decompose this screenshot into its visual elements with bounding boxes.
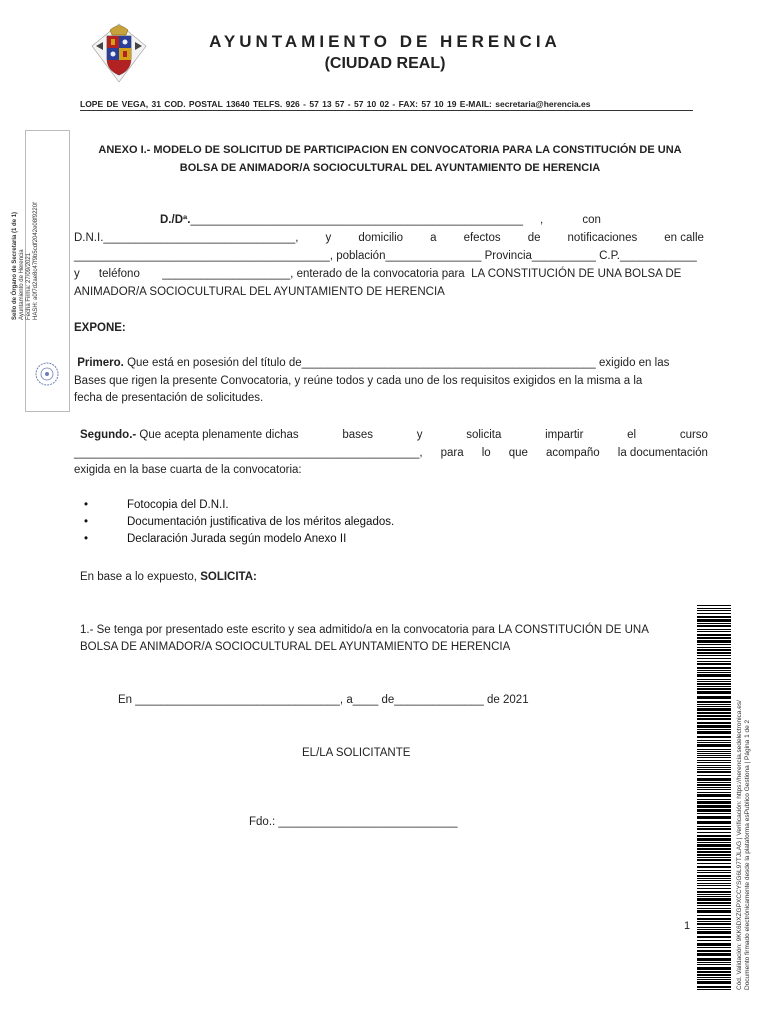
list-item-text: Fotocopia del D.N.I. [127, 499, 229, 511]
barcode-bar [697, 940, 731, 941]
dni-word: de [527, 232, 541, 244]
course-blank: ______________________________________________________, [74, 447, 423, 459]
barcode-bar [697, 878, 731, 879]
segundo-line1 [80, 426, 708, 444]
request-intro [80, 568, 257, 586]
barcode-bar [697, 832, 731, 833]
primero-text: Que está en posesión del título de______________________________________________ exigido en las [127, 357, 670, 369]
barcode-bar [697, 608, 731, 609]
barcode-bar [697, 701, 731, 703]
place-date-line: En ________________________________, a____ de______________ de 2021 [118, 694, 529, 706]
segundo-word: curso [679, 429, 708, 441]
provincia-blank: __________ [531, 250, 596, 262]
barcode-bar [697, 640, 731, 643]
barcode-bar [697, 794, 731, 797]
dni-blank: ______________________________, [103, 232, 299, 244]
barcode-bar [697, 634, 731, 636]
list-item [80, 514, 580, 531]
barcode-bar [697, 859, 731, 861]
dni-word: y [325, 232, 332, 244]
segundo-word: para [440, 447, 464, 459]
verification-barcode [697, 605, 731, 990]
barcode-bar [697, 962, 731, 963]
barcode-bar [697, 898, 731, 901]
cp-label: C.P. [599, 250, 620, 262]
segundo-word: bases [342, 429, 374, 441]
barcode-bar [697, 605, 731, 606]
phone-line [74, 265, 714, 283]
barcode-bar [697, 931, 731, 934]
barcode-bar [697, 683, 731, 685]
barcode-bar [697, 974, 731, 976]
seal-line: Fecha Firma: 27/09/2021 [26, 252, 32, 320]
barcode-bar [697, 905, 731, 906]
barcode-bar [697, 894, 731, 895]
barcode-bar [697, 789, 731, 790]
barcode-bar [697, 718, 731, 720]
request-item-line2: BOLSA DE ANIMADOR/A SOCIOCULTURAL DEL AYUNTAMIENTO DE HERENCIA [80, 641, 511, 653]
barcode-bar [697, 805, 731, 808]
barcode-bar [697, 782, 731, 783]
barcode-bar [697, 863, 731, 864]
dni-word: a [430, 232, 437, 244]
barcode-bar [697, 910, 731, 913]
barcode-bar [697, 921, 731, 922]
barcode-bar [697, 731, 731, 734]
barcode-bar [697, 755, 731, 756]
barcode-bar [697, 644, 731, 645]
barcode-bar [697, 649, 731, 651]
list-item-text: Declaración Jurada según modelo Anexo II [127, 533, 347, 545]
barcode-bar [697, 927, 731, 928]
barcode-bar [697, 686, 731, 687]
request-item-line1: 1.- Se tenga por presentado este escrito y sea admitido/a en la convocatoria para LA CONSTITUCIÓN DE UNA [80, 624, 649, 636]
barcode-bar [697, 729, 731, 730]
request-intro-text: En base a lo expuesto, [80, 571, 197, 583]
municipality-title: AYUNTAMIENTO DE HERENCIA [209, 32, 561, 51]
dni-word: en calle [664, 232, 704, 244]
verification-text [736, 700, 752, 990]
barcode-bar [697, 655, 731, 656]
primero-label: Primero. [77, 357, 124, 369]
con-text: , con [540, 214, 601, 226]
barcode-bar [697, 821, 731, 824]
barcode-bar [697, 885, 731, 886]
seal-line: Ayuntamiento de Herencia [19, 249, 25, 320]
barcode-bar [697, 760, 731, 761]
barcode-bar [697, 658, 731, 659]
phone-blank: ____________________, [162, 268, 294, 280]
seal-line: Sello de Órgano de Secretaría (1 de 1) [12, 211, 18, 320]
segundo-word: que [508, 447, 528, 459]
applicant-last-line: ANIMADOR/A SOCIOCULTURAL DEL AYUNTAMIENTO DE HERENCIA [74, 286, 445, 298]
address-line [74, 247, 704, 265]
barcode-bar [697, 742, 731, 743]
barcode-bar [697, 637, 731, 639]
annex-title: ANEXO I.- MODELO DE SOLICITUD DE PARTICIPACION EN CONVOCATORIA PARA LA CONSTITUCIÓN DE UNA BOLSA DE ANIMADOR/A SOCIOCULTURAL DEL AYUNTAMIENTO DE HERENCIA [98, 144, 682, 174]
bullet: • [84, 516, 89, 528]
barcode-bar [697, 670, 731, 671]
list-item [80, 497, 580, 514]
segundo-line3: exigida en la base cuarta de la convocatoria: [74, 464, 302, 476]
barcode-bar [697, 778, 731, 781]
segundo-word: impartir [545, 429, 584, 441]
barcode-bar [697, 848, 731, 850]
documents-list [80, 497, 580, 548]
barcode-bar [697, 828, 731, 830]
barcode-bar [697, 652, 731, 654]
name-label: D./Dª. [160, 214, 191, 226]
barcode-bar [697, 888, 731, 889]
contact-info: LOPE DE VEGA, 31 COD. POSTAL 13640 TELFS. 926 - 57 13 57 - 57 10 02 - FAX: 57 10 19 E-MAIL: secretaria@herencia.es [80, 99, 591, 109]
barcode-bar [697, 704, 731, 705]
barcode-bar [697, 971, 731, 973]
barcode-bar [697, 838, 731, 841]
barcode-bar [697, 751, 731, 752]
barcode-bar [697, 896, 731, 897]
segundo-word: Que acepta plenamente dichas [139, 429, 299, 441]
bullet: • [84, 533, 89, 545]
segundo-word: lo [481, 447, 491, 459]
barcode-bar [697, 870, 731, 871]
municipality-subtitle: (CIUDAD REAL) [324, 55, 446, 72]
list-item [80, 531, 580, 548]
barcode-bar [697, 749, 731, 750]
barcode-bar [697, 712, 731, 714]
coat-of-arms-logo [88, 22, 150, 84]
segundo-word: solicita [466, 429, 502, 441]
barcode-bar [697, 623, 731, 624]
segundo-word: acompaño [546, 447, 600, 459]
barcode-bar [697, 816, 731, 819]
primero-line1 [74, 354, 714, 372]
barcode-bar [697, 923, 731, 925]
primero-line3: fecha de presentación de solicitudes. [74, 392, 264, 404]
barcode-bar [697, 736, 731, 738]
barcode-bar [697, 740, 731, 741]
barcode-bar [697, 625, 731, 627]
barcode-bar [697, 762, 731, 763]
barcode-bar [697, 979, 731, 980]
barcode-bar [697, 753, 731, 754]
barcode-bar [697, 953, 731, 956]
barcode-bar [697, 964, 731, 965]
barcode-bar [697, 851, 731, 853]
poblacion-label: población [336, 250, 386, 262]
barcode-bar [697, 947, 731, 948]
barcode-bar [697, 875, 731, 877]
barcode-bar [697, 757, 731, 758]
barcode-bar [697, 981, 731, 984]
barcode-bar [697, 792, 731, 793]
barcode-bar [697, 784, 731, 786]
barcode-bar [697, 844, 731, 847]
segundo-line2 [74, 444, 708, 462]
barcode-bar [697, 787, 731, 788]
barcode-bar [697, 866, 731, 868]
applicant-name-line [160, 211, 523, 229]
barcode-bar [697, 629, 731, 630]
seal-emblem-icon [34, 361, 60, 387]
list-item-text: Documentación justificativa de los méritos alegados. [127, 516, 395, 528]
barcode-bar [697, 977, 731, 978]
dni-line [74, 229, 704, 247]
barcode-bar [697, 799, 731, 800]
secretary-seal-text [12, 202, 40, 320]
dni-word: efectos [463, 232, 501, 244]
barcode-bar [697, 950, 731, 952]
verification-line: Cód. Validación: 9KK6DXZGPXCCYSG6L97TJLAG | Verificación: https://herencia.sedelectronica.es/ [736, 700, 743, 990]
applicant-signature-label: EL/LA SOLICITANTE [302, 747, 411, 759]
barcode-bar [697, 722, 731, 724]
barcode-bar [697, 767, 731, 768]
expone-label: EXPONE: [74, 322, 126, 334]
barcode-bar [697, 696, 731, 699]
barcode-bar [697, 663, 731, 665]
barcode-bar [697, 610, 731, 611]
barcode-bar [697, 967, 731, 970]
cp-blank: ____________ [619, 250, 697, 262]
bullet: • [84, 499, 89, 511]
segundo-lead [80, 426, 299, 444]
barcode-bar [697, 613, 731, 614]
barcode-bar [697, 706, 731, 707]
verification-line: Documento firmado electrónicamente desde la plataforma esPublico Gestiona | Página 1 de 2 [744, 719, 751, 990]
provincia-label: Provincia [484, 250, 532, 262]
barcode-bar [697, 674, 731, 677]
barcode-bar [697, 835, 731, 837]
segundo-word: y [416, 429, 423, 441]
barcode-bar [697, 943, 731, 946]
segundo-word: la documentación [617, 447, 708, 459]
barcode-bar [697, 989, 731, 990]
phone-prefix: y teléfono [74, 268, 140, 280]
barcode-bar [697, 929, 731, 930]
street-blank: ________________________________________, [74, 250, 334, 262]
barcode-bar [697, 902, 731, 904]
barcode-bar [697, 744, 731, 747]
barcode-bar [697, 771, 731, 773]
barcode-bar [697, 918, 731, 920]
barcode-bar [697, 765, 731, 766]
name-blank: ____________________________________________________ [190, 214, 524, 226]
barcode-bar [697, 691, 731, 694]
header-divider [80, 110, 693, 111]
barcode-bar [697, 813, 731, 814]
dni-label: D.N.I. [74, 232, 104, 244]
barcode-bar [697, 631, 731, 632]
barcode-bar [697, 708, 731, 711]
segundo-label: Segundo.- [80, 429, 137, 441]
dni-field [74, 229, 298, 247]
primero-line2: Bases que rigen la presente Convocatoria, y reúne todos y cada uno de los requisitos exigidos en la misma a la [74, 375, 643, 387]
barcode-bar [697, 842, 731, 843]
barcode-bar [697, 775, 731, 776]
barcode-bar [697, 679, 731, 680]
barcode-bar [697, 872, 731, 873]
solicita-label: SOLICITA: [200, 571, 257, 583]
barcode-bar [697, 616, 731, 618]
barcode-bar [697, 891, 731, 893]
barcode-bar [697, 769, 731, 770]
barcode-bar [697, 672, 731, 673]
barcode-bar [697, 619, 731, 622]
poblacion-blank: _______________ [385, 250, 482, 262]
phone-suffix: enterado de la convocatoria para LA CONSTITUCIÓN DE UNA BOLSA DE [296, 268, 682, 280]
barcode-bar [697, 880, 731, 881]
barcode-bar [697, 809, 731, 812]
segundo-word: el [627, 429, 637, 441]
barcode-bar [697, 986, 731, 988]
barcode-bar [697, 725, 731, 728]
barcode-bar [697, 826, 731, 827]
barcode-bar [697, 688, 731, 690]
seal-line: HASH: a0f7d2ae8c47f9b5cdf2042e08f9220f [33, 202, 39, 320]
dni-word: notificaciones [567, 232, 638, 244]
barcode-bar [697, 681, 731, 682]
barcode-bar [697, 647, 731, 648]
barcode-bar [697, 854, 731, 856]
barcode-bar [697, 661, 731, 662]
signature-line: Fdo.: ____________________________ [249, 816, 458, 828]
barcode-bar [697, 883, 731, 884]
dni-word: domicilio [358, 232, 404, 244]
barcode-bar [697, 936, 731, 938]
barcode-bar [697, 958, 731, 961]
barcode-bar [697, 857, 731, 858]
barcode-bar [697, 667, 731, 669]
barcode-bar [697, 801, 731, 804]
barcode-bar [697, 915, 731, 916]
barcode-bar [697, 715, 731, 717]
page-number: 1 [684, 920, 691, 932]
barcode-bar [697, 908, 731, 909]
